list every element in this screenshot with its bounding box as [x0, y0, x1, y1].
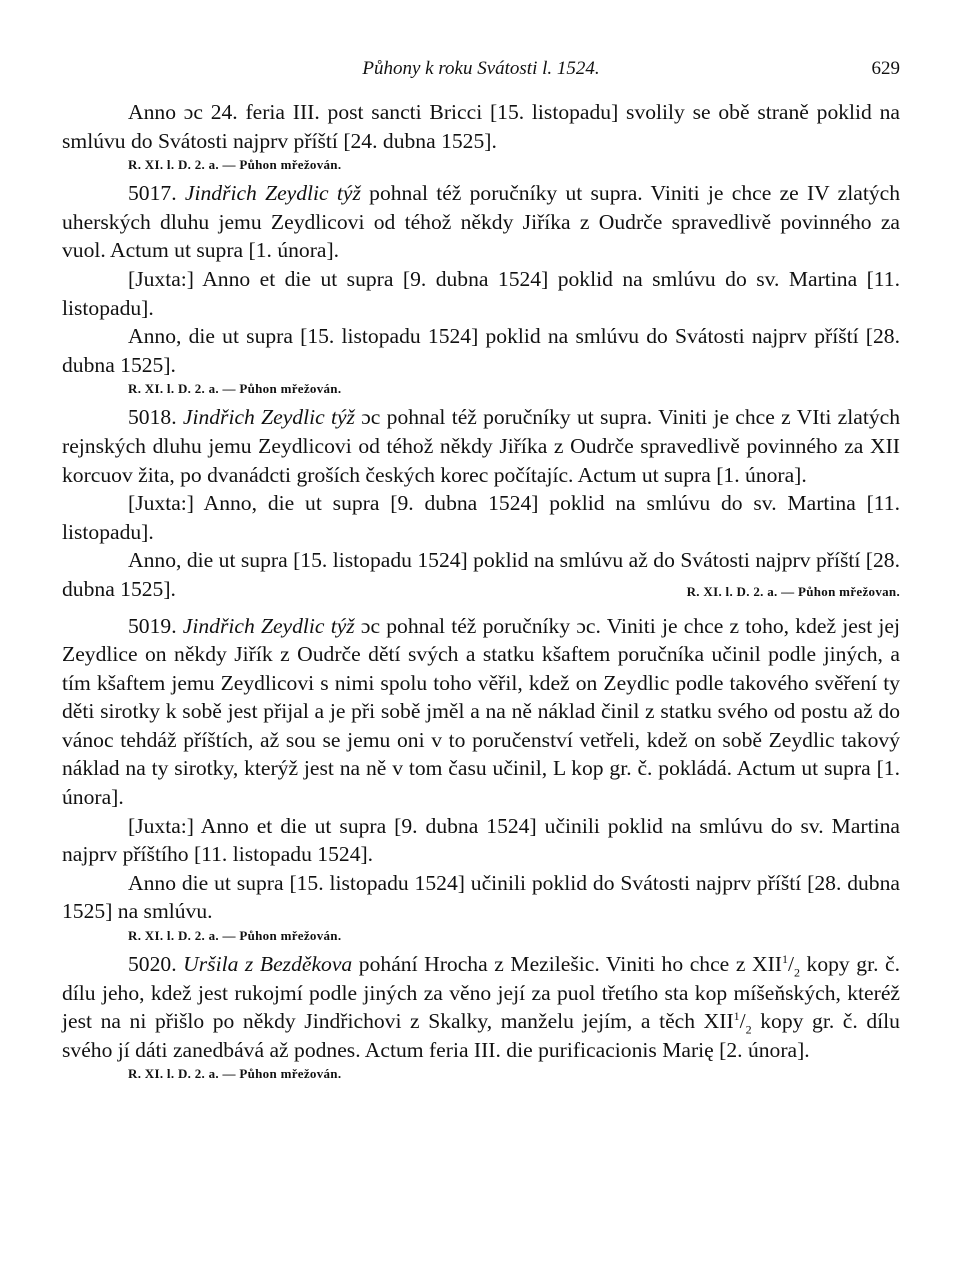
- source-reference: R. XI. l. D. 2. a. — Půhon mřežován.: [128, 1066, 342, 1082]
- entry-text: ɔc pohnal též poručníky ut supra. Viniti je chce z VIti zlatých rejnských dluhu jemu Zeydlicovi od téhož někdy Jiříka z Oudrče spravedlivě povinného za XII korcuov žita, po dvanádcti groších českých korec počítajíc. Actum ut supra [1. února].: [62, 405, 900, 487]
- entry-name: Uršila z Bezděkova: [183, 952, 353, 977]
- entry-text: pohání Hrocha z Mezilešic. Viniti ho chce z XII: [352, 952, 782, 977]
- entry-name: Jindřich Zeydlic týž: [182, 613, 355, 638]
- entry-5017: [62, 179, 900, 265]
- entry-5017-juxta: [Juxta:] Anno et die ut supra [9. dubna 1524] poklid na smlúvu do sv. Martina [11. listopadu].: [62, 266, 900, 320]
- entry-5019-juxta: [Juxta:] Anno et die ut supra [9. dubna 1524] učinili poklid na smlúvu do sv. Martina najprv příštího [11. listopadu 1524].: [62, 813, 900, 867]
- entry-text: kopy gr. č. dílu jeho, kdež jest rukojmí podle jiných za věno její za puol třetího sta kop míšeňských, kteréž jest na ni přišlo po někdy Jindřichovi z Skalky, manželu jejím, a těch XII: [62, 952, 901, 1034]
- document-page: [62, 58, 900, 1088]
- paragraph-opening: Anno ɔc 24. feria III. post sancti Bricci [15. listopadu] svolily se obě straně poklid na smlúvu do Svátosti najprv příští [24. dubna 1525].: [62, 100, 900, 153]
- entry-5018: [62, 403, 900, 489]
- entry-5018-adjournment: [62, 546, 900, 603]
- entry-number: 5020.: [128, 952, 177, 977]
- entry-5019-adjournment: Anno die ut supra [15. listopadu 1524] učinili poklid do Svátosti najprv příští [28. dubna 1525] na smlúvu.: [62, 870, 900, 924]
- entry-5017-adjournment: Anno, die ut supra [15. listopadu 1524] poklid na smlúvu do Svátosti najprv příští [28. dubna 1525].: [62, 324, 900, 377]
- page-number: 629: [871, 58, 900, 79]
- entry-text: ɔc pohnal též poručníky ɔc. Viniti je chce z toho, kdež jest jej Zeydlice on někdy Jiřík z Oudrče dětí svých a statku kšaftem poručníka učinil podle jiných, a tím kšaftem jemu Zeydlicovi s nimi spolu toho věřil, kdež on Zeydlic podle takového svěření ty děti sirotky k sobě jest přijal a je při sobě jměl a na ně náklad činil z statku svého od postu až do vánoc tehdáž příštích, až sou se jemu oni v to poručenství vetřeli, kdež on sobě Zeydlic takový náklad na ty sirotky, kterýž jest na ně v tom času učinil, L kop gr. č. pokládá. Actum ut supra [1. února].: [62, 613, 901, 810]
- fraction-denominator: 2: [745, 1022, 752, 1037]
- entry-name: Jindřich Zeydlic týž: [182, 405, 355, 430]
- entry-text: pohnal též poručníky ut supra. Viniti je chce ze IV zlatých uherských dluhu jemu Zeydlicovi od téhož někdy Jiříka z Oudrče spravedlivě povinného za vuol. Actum ut supra [1. února].: [62, 181, 900, 263]
- entry-number: 5018.: [128, 405, 177, 430]
- fraction-numerator: 1: [733, 1009, 740, 1024]
- entry-text: Anno, die ut supra [15. listopadu 1524] poklid na smlúvu až do Svátosti najprv příští [28. dubna 1525].: [62, 548, 900, 601]
- source-reference: R. XI. l. D. 2. a. — Půhon mřežován.: [128, 381, 342, 397]
- source-reference: R. XI. l. D. 2. a. — Půhon mřežovan.: [686, 583, 900, 599]
- entry-5019: [62, 612, 900, 812]
- fraction-numerator: 1: [781, 951, 788, 966]
- entry-name: Jindřich Zeydlic týž: [184, 181, 361, 206]
- running-title: Půhony k roku Svátosti l. 1524.: [362, 58, 600, 79]
- entry-text: kopy gr. č. dílu svého jí dáti zanedbává až podnes. Actum feria III. die purificacionis Marię [2. února].: [62, 1009, 900, 1062]
- source-reference: R. XI. l. D. 2. a. — Půhon mřežován.: [128, 928, 342, 944]
- fraction-denominator: 2: [793, 965, 800, 980]
- running-header: [62, 58, 900, 88]
- entry-5020: 5020. Uršila z Bezděkova pohání Hrocha z Mezilešic. Viniti ho chce z $XII^1/_2$ kopy gr. č. dílu jeho, kdež jest rukojmí podle jiných za věno její za puol třetího sta kop míšeňských, kteréž jest na ni přišlo po někdy Jindřichovi z Skalky, manželu jejím, a těch $XII^1/_2$ kopy gr. č. dílu svého jí dáti zanedbává až podnes. Actum feria III. die purificacionis Marię [2. února].: [62, 951, 901, 1062]
- source-reference: R. XI. l. D. 2. a. — Půhon mřežován.: [128, 157, 342, 173]
- entry-number: 5019.: [128, 613, 177, 638]
- document-body: [62, 98, 900, 1082]
- entry-number: 5017.: [128, 181, 177, 206]
- entry-5018-juxta: [Juxta:] Anno, die ut supra [9. dubna 1524] poklid na smlúvu do sv. Martina [11. listopadu].: [62, 491, 900, 544]
